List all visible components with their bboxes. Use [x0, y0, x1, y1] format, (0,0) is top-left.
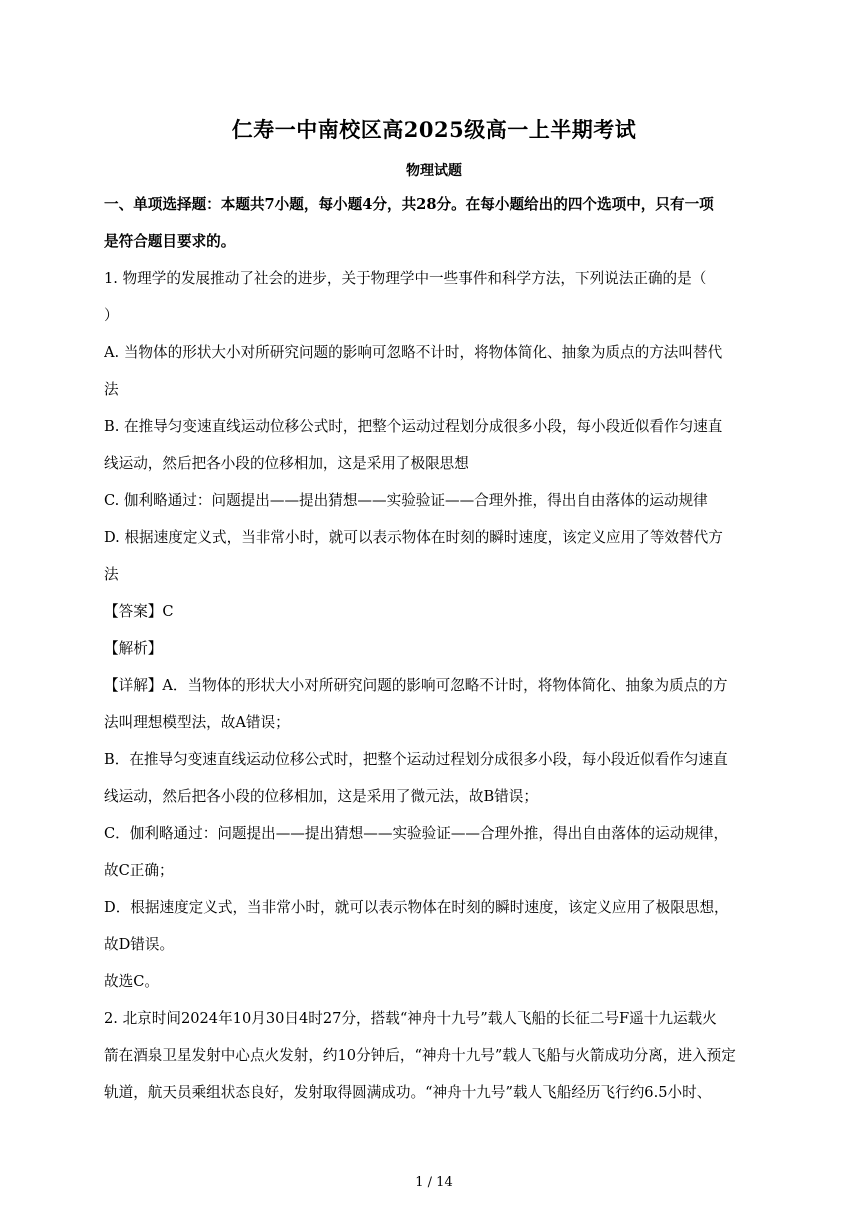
question-1-detail-line: 线运动，然后把各小段的位移相加，这是采用了微元法，故B错误； — [104, 788, 538, 805]
question-1-stem: ） — [104, 307, 119, 324]
question-1-option-a: 法 — [104, 381, 119, 398]
page-indicator: 1 / 14 — [415, 1175, 453, 1190]
question-1-option-b: B. 在推导匀变速直线运动位移公式时，把整个运动过程划分成很多小段，每小段近似看作匀速直 — [104, 418, 723, 435]
question-1-analysis-label: 【解析】 — [104, 640, 163, 657]
question-1-detail-line: 故选C。 — [104, 973, 159, 990]
section-heading-line: 一、单项选择题：本题共7小题，每小题4分，共28分。在每小题给出的四个选项中，只有一项 — [104, 196, 714, 213]
page-subtitle: 物理试题 — [406, 163, 462, 179]
question-1-detail-line: 法叫理想模型法，故A错误； — [104, 714, 290, 731]
question-2-stem: 2. 北京时间2024年10月30日4时27分，搭载“神舟十九号”载人飞船的长征二号F遥十九运载火 — [104, 1010, 717, 1027]
question-1-detail-line: B．在推导匀变速直线运动位移公式时，把整个运动过程划分成很多小段，每小段近似看作匀速直 — [104, 751, 728, 768]
question-1-option-d: 法 — [104, 566, 119, 583]
question-2-stem: 轨道，航天员乘组状态良好，发射取得圆满成功。“神舟十九号”载人飞船经历飞行约6.5小时、 — [104, 1084, 712, 1101]
document-body — [104, 192, 766, 1117]
question-1-answer: 【答案】C — [104, 603, 174, 620]
question-1-detail-line: 故C正确； — [104, 862, 174, 879]
question-1-option-c: C. 伽利略通过：问题提出——提出猜想——实验验证——合理外推，得出自由落体的运动规律 — [104, 492, 708, 509]
question-1-option-b: 线运动，然后把各小段的位移相加，这是采用了极限思想 — [104, 455, 469, 472]
question-1-stem: 1. 物理学的发展推动了社会的进步，关于物理学中一些事件和科学方法，下列说法正确的是（ — [104, 270, 707, 287]
page-title: 仁寿一中南校区高2025级高一上半期考试 — [231, 117, 637, 142]
question-1-detail-line: D．根据速度定义式，当非常小时，就可以表示物体在时刻的瞬时速度，该定义应用了极限思想， — [104, 899, 729, 916]
question-1-detail-line: 【详解】A．当物体的形状大小对所研究问题的影响可忽略不计时，将物体简化、抽象为质点的方 — [104, 677, 728, 694]
question-2-stem: 箭在酒泉卫星发射中心点火发射，约10分钟后，“神舟十九号”载人飞船与火箭成功分离，进入预定 — [104, 1047, 736, 1064]
section-heading-line: 是符合题目要求的。 — [104, 233, 236, 250]
question-1-detail-line: 故D错误。 — [104, 936, 175, 953]
question-1-option-a: A. 当物体的形状大小对所研究问题的影响可忽略不计时，将物体简化、抽象为质点的方法叫替代 — [104, 344, 723, 361]
question-1-detail-line: C．伽利略通过：问题提出——提出猜想——实验验证——合理外推，得出自由落体的运动规律， — [104, 825, 729, 842]
question-1-option-d: D. 根据速度定义式，当非常小时，就可以表示物体在时刻的瞬时速度，该定义应用了等效替代方 — [104, 529, 723, 546]
